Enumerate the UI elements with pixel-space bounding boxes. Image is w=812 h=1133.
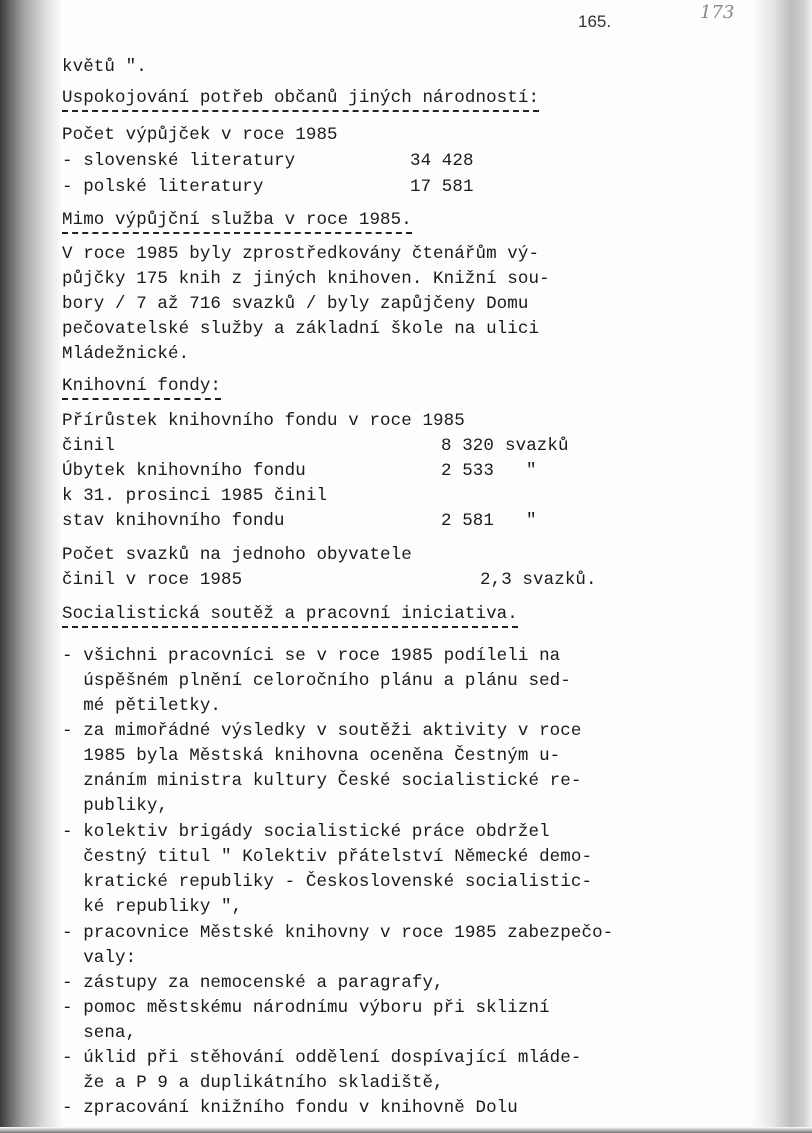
row-value: 2 533 bbox=[441, 461, 495, 481]
section-heading-library-funds: Knihovní fondy: bbox=[62, 375, 221, 400]
scan-right-edge bbox=[752, 0, 812, 1133]
per-capita-label: činil v roce 1985 bbox=[62, 570, 243, 590]
intro-fragment: květů ". bbox=[62, 57, 147, 77]
row-unit: " bbox=[526, 461, 537, 481]
list-line: znáním ministra kultury České socialistické re- bbox=[62, 771, 582, 791]
increase-label: Přírůstek knihovního fondu v roce 1985 bbox=[62, 411, 465, 431]
row-label: činil bbox=[62, 436, 116, 456]
per-capita-value: 2,3 svazků. bbox=[480, 570, 597, 590]
row-value: 17 581 bbox=[410, 177, 474, 197]
list-line: - kolektiv brigády socialistické práce obdržel bbox=[62, 822, 550, 842]
list-line: kratické republiky - Československé socialistic- bbox=[62, 872, 593, 892]
row-label: - slovenské literatury bbox=[62, 151, 296, 171]
paragraph-line: Mládežnické. bbox=[62, 344, 190, 364]
list-line: sena, bbox=[62, 1023, 137, 1043]
row-value: 8 320 bbox=[441, 436, 495, 456]
loans-label: Počet výpůjček v roce 1985 bbox=[62, 125, 338, 145]
section-heading-competition: Socialistická soutěž a pracovní iniciativa. bbox=[62, 603, 518, 628]
paragraph-line: bory / 7 až 716 svazků / byly zapůjčeny Domu bbox=[62, 294, 529, 314]
row-label: k 31. prosinci 1985 činil bbox=[62, 486, 328, 506]
row-unit: svazků bbox=[505, 436, 569, 456]
list-line: čestný titul " Kolektiv přátelství Německé demo- bbox=[62, 847, 593, 867]
list-line: publiky, bbox=[62, 796, 169, 816]
section-heading-outside-loans: Mimo výpůjční služba v roce 1985. bbox=[62, 209, 412, 234]
list-line: - pracovnice Městské knihovny v roce 1985 zabezpečo- bbox=[62, 923, 614, 943]
scan-bottom-edge bbox=[0, 1127, 812, 1133]
paragraph-line: V roce 1985 byly zprostředkovány čtenářům vý- bbox=[62, 244, 540, 264]
row-label: - polské literatury bbox=[62, 177, 264, 197]
list-line: 1985 byla Městská knihovna oceněna Čestným u- bbox=[62, 746, 561, 766]
handwritten-archive-number: 173 bbox=[700, 2, 735, 23]
row-label: stav knihovního fondu bbox=[62, 511, 285, 531]
paragraph-line: půjčky 175 knih z jiných knihoven. Knižní sou- bbox=[62, 269, 550, 289]
list-line: valy: bbox=[62, 948, 137, 968]
list-line: ké republiky ", bbox=[62, 897, 243, 917]
list-line: - úklid při stěhování oddělení dospívající mláde- bbox=[62, 1048, 582, 1068]
list-line: - pomoc městskému národnímu výboru při sklizní bbox=[62, 998, 550, 1018]
list-line: - zpracování knižního fondu v knihovně Dolu bbox=[62, 1098, 518, 1118]
row-value: 34 428 bbox=[410, 151, 474, 171]
per-capita-label: Počet svazků na jednoho obyvatele bbox=[62, 545, 412, 565]
row-unit: " bbox=[526, 511, 537, 531]
page-number: 165. bbox=[578, 12, 612, 31]
section-heading-nationalities: Uspokojování potřeb občanů jiných národností: bbox=[62, 87, 539, 112]
list-line: - zástupy za nemocenské a paragrafy, bbox=[62, 973, 444, 993]
scan-left-edge bbox=[0, 0, 62, 1133]
list-line: že a P 9 a duplikátního skladiště, bbox=[62, 1073, 444, 1093]
list-line: mé pětiletky. bbox=[62, 696, 222, 716]
row-label: Úbytek knihovního fondu bbox=[62, 461, 306, 481]
row-value: 2 581 bbox=[441, 511, 495, 531]
paragraph-line: pečovatelské služby a základní škole na ulici bbox=[62, 319, 540, 339]
list-line: - za mimořádné výsledky v soutěži aktivity v roce bbox=[62, 721, 582, 741]
list-line: - všichni pracovníci se v roce 1985 podíleli na bbox=[62, 646, 561, 666]
list-line: úspěšném plnění celoročního plánu a plánu sed- bbox=[62, 671, 571, 691]
